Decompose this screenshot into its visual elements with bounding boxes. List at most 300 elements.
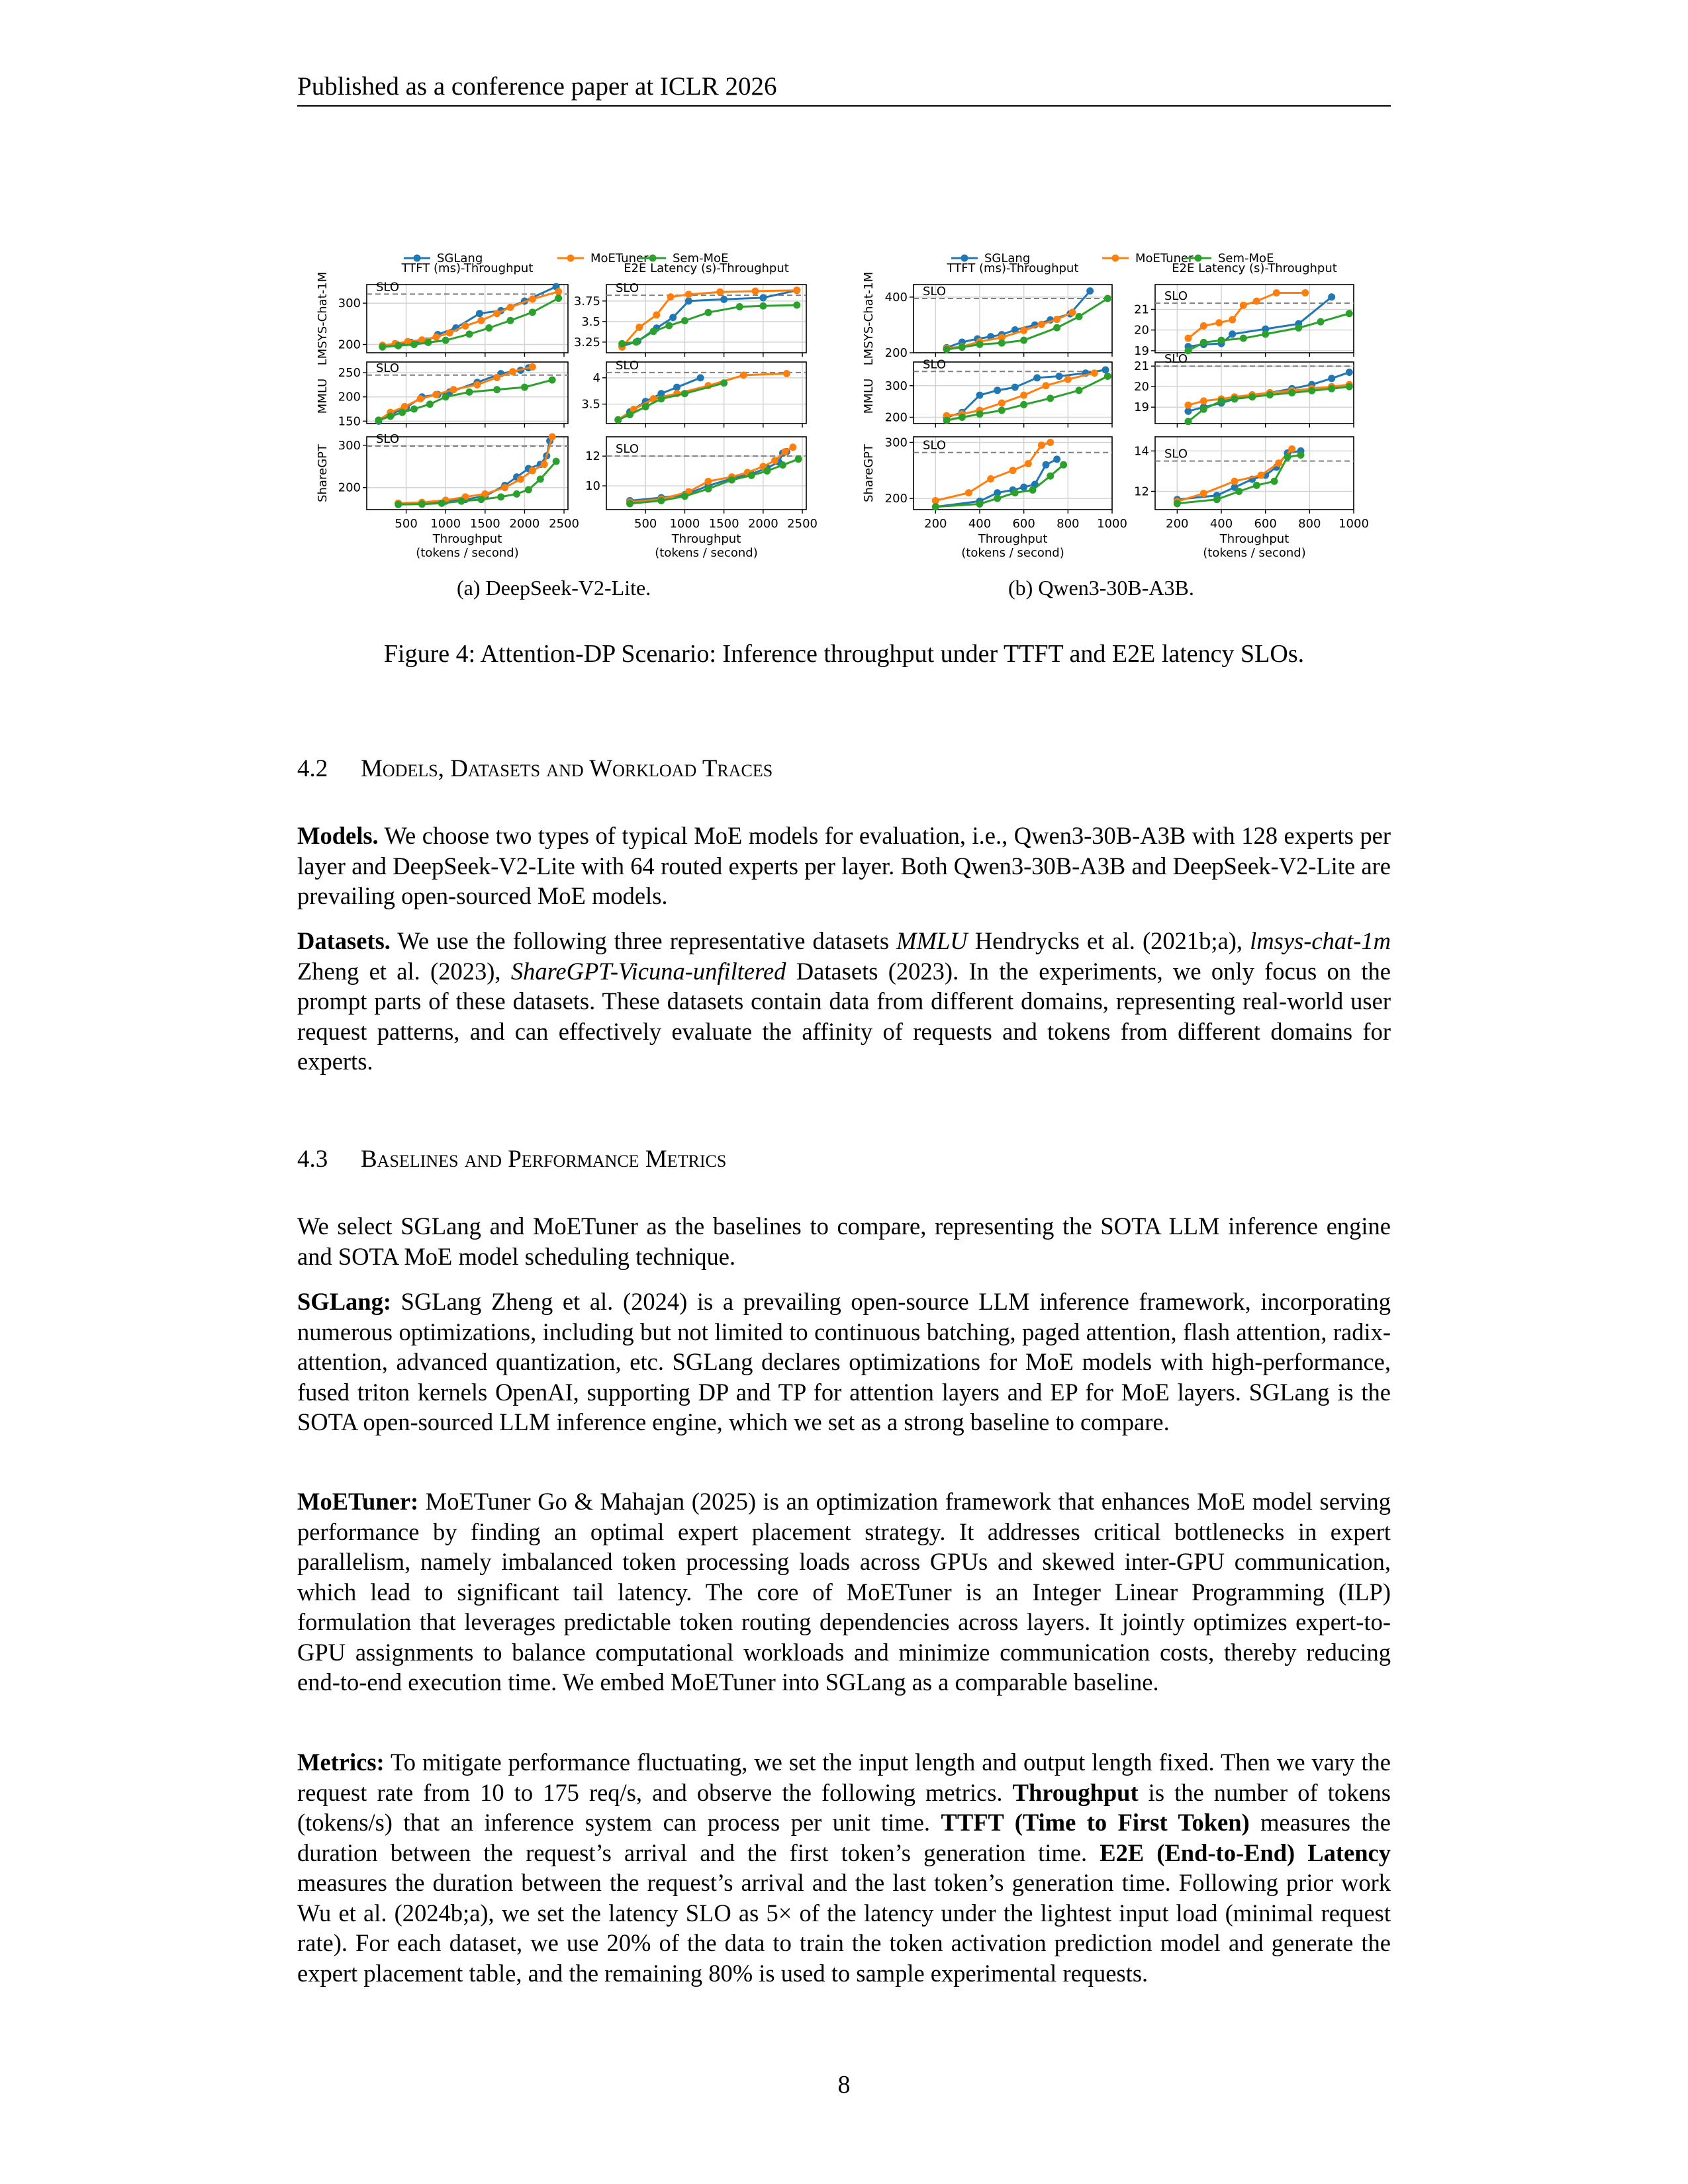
data-point <box>493 310 500 317</box>
data-point <box>1297 451 1305 459</box>
data-point <box>395 342 402 349</box>
text-run: Hendrycks et al. (2021b;a), <box>967 927 1250 954</box>
data-point <box>541 461 548 468</box>
y-tick-label: 300 <box>338 438 361 453</box>
x-tick-label: 200 <box>924 517 947 531</box>
data-point <box>476 310 483 317</box>
data-point <box>485 324 492 332</box>
y-tick-label: 200 <box>338 338 361 352</box>
chart-panel <box>1134 261 1354 358</box>
chart-panel <box>338 432 579 560</box>
data-point <box>410 341 418 348</box>
data-point <box>1262 330 1269 338</box>
data-point <box>965 489 972 496</box>
data-point <box>1020 484 1027 491</box>
x-tick-label: 800 <box>1298 517 1321 531</box>
y-tick-label: 3.5 <box>581 397 600 412</box>
x-tick-label: 600 <box>1012 517 1035 531</box>
data-point <box>1328 385 1335 392</box>
data-point <box>399 409 406 416</box>
legend-marker <box>649 255 657 262</box>
page-number: 8 <box>837 2071 851 2099</box>
y-tick-label: 20 <box>1134 380 1149 394</box>
series-line <box>1188 297 1332 347</box>
paragraph-text: MoETuner Go & Mahajan (2025) is an optimization framework that enhances MoE model serving performance by finding an optimal expert placement strategy. It addresses critical bottlenecks in expert parallelism, namely imbalanced token processing loads across GPUs and skewed inter-GPU communication, which lead to significant tail latency. The core of MoETuner is an Integer Linear Programming (ILP) formulation that leverages predictable token routing dependencies across layers. It jointly optimizes expert-to-GPU assignments to balance computational workloads and minimize communication costs, thereby reducing end-to-end execution time. We embed MoETuner into SGLang as a comparable baseline. <box>297 1488 1391 1696</box>
x-tick-label: 1000 <box>1097 517 1127 531</box>
slo-label: SLO <box>1164 289 1188 304</box>
data-point <box>1288 445 1295 453</box>
y-tick-label: 400 <box>884 290 908 304</box>
series-line <box>622 291 797 346</box>
data-point <box>653 311 660 318</box>
slo-label: SLO <box>616 358 639 373</box>
row-label: MMLU <box>862 378 876 414</box>
legend-label: SGLang <box>437 251 483 265</box>
data-point <box>1295 324 1302 332</box>
data-point <box>720 296 727 303</box>
y-tick-label: 12 <box>1134 484 1149 499</box>
data-point <box>1218 397 1225 404</box>
data-point <box>1258 472 1265 479</box>
legend-marker <box>414 255 421 262</box>
data-point <box>1086 287 1094 295</box>
data-point <box>976 341 984 348</box>
chart-panel <box>1134 352 1354 428</box>
y-tick-label: 300 <box>338 296 361 311</box>
chart-panel <box>338 361 568 429</box>
data-point <box>529 308 536 316</box>
data-point <box>736 303 743 310</box>
data-point <box>1053 316 1060 323</box>
data-point <box>685 297 692 304</box>
data-point <box>669 314 677 321</box>
data-point <box>1009 467 1017 474</box>
data-point <box>618 340 626 347</box>
data-point <box>1020 327 1027 334</box>
data-point <box>529 363 536 371</box>
x-tick-label: 1500 <box>708 517 739 531</box>
y-tick-label: 300 <box>884 435 908 450</box>
data-point <box>1020 401 1027 408</box>
y-tick-label: 200 <box>338 480 361 495</box>
data-point <box>959 414 966 421</box>
data-point <box>1104 373 1111 380</box>
data-point <box>1091 369 1098 377</box>
x-tick-label: 400 <box>1209 517 1233 531</box>
data-point <box>635 324 643 331</box>
y-tick-label: 21 <box>1134 359 1149 374</box>
data-point <box>555 288 562 295</box>
data-point <box>1104 295 1111 302</box>
data-point <box>943 417 951 424</box>
data-point <box>998 406 1006 414</box>
data-point <box>1215 319 1223 326</box>
data-point <box>442 337 449 344</box>
x-tick-label: 1000 <box>1338 517 1369 531</box>
data-point <box>1043 382 1050 389</box>
series-line <box>630 447 793 502</box>
paragraph-select-baselines: We select SGLang and MoETuner as the baselines to compare, representing the SOTA LLM inference engine and SOTA MoE model scheduling technique. <box>297 1212 1391 1270</box>
chart-panel <box>1134 437 1369 560</box>
series-line <box>399 441 550 503</box>
data-point <box>704 478 712 485</box>
x-tick-label: 800 <box>1056 517 1080 531</box>
data-point <box>1248 393 1256 400</box>
data-point <box>748 472 755 479</box>
slo-label: SLO <box>923 438 946 453</box>
data-point <box>1308 387 1315 394</box>
data-point <box>553 458 560 465</box>
data-point <box>537 475 544 482</box>
section-title: Models, Datasets and Workload Traces <box>361 755 773 782</box>
chart-title: E2E Latency (s)-Throughput <box>1172 261 1337 275</box>
y-tick-label: 200 <box>884 346 908 360</box>
y-tick-label: 19 <box>1134 400 1149 415</box>
x-axis-label: (tokens / second) <box>655 546 758 560</box>
data-point <box>685 291 692 298</box>
data-point <box>1240 302 1247 309</box>
data-point <box>497 493 504 500</box>
data-point <box>1047 473 1054 480</box>
text-run: To mitigate performance fluctuating, we set the input length and output length fixed. Then we vary the request rate from 10 to 175 req/s, and observe the following metrics. <box>297 1749 1391 1806</box>
slo-label: SLO <box>1164 352 1188 367</box>
data-point <box>1060 461 1067 469</box>
x-tick-label: 200 <box>1166 517 1189 531</box>
data-point <box>1346 383 1353 390</box>
text-run: Datasets (2023). In the experiments, we only focus on the prompt parts of these datasets. These datasets contain data from different domains, representing real-world user request patterns, and can effectively evaluate the affinity of requests and tokens from different domains for experts. <box>297 957 1391 1075</box>
data-point <box>704 485 712 492</box>
data-point <box>465 330 473 338</box>
y-tick-label: 12 <box>585 449 600 464</box>
data-point <box>720 379 727 387</box>
data-point <box>1200 490 1207 497</box>
data-point <box>1047 439 1054 446</box>
data-point <box>763 467 771 475</box>
data-point <box>438 500 445 507</box>
data-point <box>681 317 688 324</box>
x-tick-label: 2500 <box>787 517 818 531</box>
row-label: ShareGPT <box>316 444 330 502</box>
data-point <box>1185 402 1192 409</box>
paragraph-moetuner <box>297 1486 1391 1698</box>
legend-marker <box>567 255 575 262</box>
row-label: LMSYS-Chat-1M <box>862 271 876 366</box>
data-point <box>976 500 984 508</box>
data-point <box>633 338 640 345</box>
data-point <box>789 443 796 451</box>
data-point <box>681 390 688 397</box>
text-run: Zheng et al. (2023), <box>297 957 511 985</box>
data-point <box>432 334 440 341</box>
data-point <box>506 304 514 311</box>
y-tick-label: 10 <box>585 479 600 494</box>
x-axis-label: Throughput <box>1219 532 1289 546</box>
data-point <box>976 410 984 418</box>
data-point <box>793 302 800 309</box>
data-point <box>943 345 951 353</box>
section-number: 4.3 <box>297 1146 328 1173</box>
data-point <box>450 386 457 393</box>
data-point <box>1346 369 1353 376</box>
data-point <box>1053 324 1060 332</box>
data-point <box>626 411 633 418</box>
term-e2e: E2E (End-to-End) Latency <box>1100 1839 1391 1866</box>
data-point <box>1076 387 1083 394</box>
slo-label: SLO <box>616 442 639 457</box>
dataset-name: lmsys-chat-1m <box>1250 927 1391 954</box>
data-point <box>998 400 1006 407</box>
data-point <box>1266 391 1274 398</box>
data-point <box>771 457 778 464</box>
chart-title: TTFT (ms)-Throughput <box>401 261 534 275</box>
paragraph-text: SGLang Zheng et al. (2024) is a prevailing open-source LLM inference framework, incorporating numerous optimizations, including but not limited to continuous batching, paged attention, flash attention, radix-attention, advanced quantization, etc. SGLang declares optimizations for MoE models with high-performance, fused triton kernels OpenAI, supporting DP and TP for attention layers and EP for MoE layers. SGLang is the SOTA open-sourced LLM inference engine, which we set as a strong baseline to compare. <box>297 1288 1391 1435</box>
data-point <box>650 328 657 335</box>
data-point <box>424 339 432 346</box>
data-point <box>410 406 418 413</box>
y-tick-label: 4 <box>592 371 600 385</box>
data-point <box>426 400 434 408</box>
data-point <box>697 374 704 381</box>
y-tick-label: 150 <box>338 414 361 429</box>
run-in-heading: Datasets. <box>297 927 391 954</box>
data-point <box>959 343 966 351</box>
x-tick-label: 2000 <box>509 517 540 531</box>
data-point <box>1011 384 1019 391</box>
x-axis-label: Throughput <box>671 532 741 546</box>
data-point <box>1020 392 1027 399</box>
data-point <box>1275 459 1282 467</box>
data-point <box>994 387 1001 394</box>
y-tick-label: 200 <box>884 410 908 425</box>
data-point <box>673 384 680 391</box>
data-point <box>1273 289 1280 296</box>
data-point <box>493 386 500 393</box>
x-tick-label: 2000 <box>747 517 778 531</box>
x-axis-label: (tokens / second) <box>416 546 519 560</box>
paragraph-text: We choose two types of typical MoE models for evaluation, i.e., Qwen3-30B-A3B with 128 experts per layer and DeepSeek-V2-Lite with 64 routed experts per layer. Both Qwen3-30B-A3B and DeepSeek-V2-Lite are prevailing open-sourced MoE models. <box>297 822 1391 909</box>
data-point <box>1229 316 1236 324</box>
run-in-heading: MoETuner: <box>297 1488 419 1515</box>
data-point <box>782 448 789 455</box>
data-point <box>759 294 767 301</box>
data-point <box>657 395 665 402</box>
data-point <box>1240 335 1247 342</box>
y-tick-label: 21 <box>1134 302 1149 317</box>
term-throughput: Throughput <box>1012 1778 1139 1806</box>
data-point <box>417 395 424 402</box>
data-point <box>1231 478 1239 485</box>
paragraph-models <box>297 821 1391 911</box>
y-tick-label: 3.75 <box>573 294 600 308</box>
x-tick-label: 600 <box>1254 517 1277 531</box>
data-point <box>1102 366 1109 373</box>
data-point <box>704 309 712 316</box>
y-tick-label: 200 <box>338 390 361 404</box>
chart-title: TTFT (ms)-Throughput <box>947 261 1079 275</box>
data-point <box>759 302 767 310</box>
data-point <box>998 340 1006 347</box>
data-point <box>1038 441 1045 449</box>
text-run: measures the duration between the request’s arrival and the first token’s generation time. <box>297 1809 1391 1866</box>
x-tick-label: 500 <box>634 517 657 531</box>
data-point <box>1200 322 1207 330</box>
slo-label: SLO <box>1164 447 1188 461</box>
row-label: ShareGPT <box>862 444 876 502</box>
x-tick-label: 2500 <box>549 517 579 531</box>
paragraph-datasets <box>297 926 1391 1077</box>
slo-label: SLO <box>616 281 639 296</box>
data-point <box>1218 337 1225 344</box>
data-point <box>1200 397 1207 404</box>
data-point <box>549 433 556 441</box>
data-point <box>477 317 485 324</box>
slo-label: SLO <box>923 285 946 299</box>
data-point <box>1328 293 1335 300</box>
y-tick-label: 300 <box>884 379 908 393</box>
chart-panel <box>338 261 568 357</box>
data-point <box>1235 488 1243 495</box>
text-run: measures the duration between the request’s arrival and the last token’s generation time. Following prior work Wu et al. (2024b;a), we set the latency SLO as 5× of the latency under the lightest input load (minimal request rate). For each dataset, we use 20% of the data to train the token activation prediction model and generate the expert placement table, and the remaining 80% is used to sample experimental requests. <box>297 1869 1391 1987</box>
slo-label: SLO <box>923 357 946 372</box>
x-axis-label: (tokens / second) <box>1203 546 1306 560</box>
chart-panel <box>574 261 806 357</box>
data-point <box>1053 455 1060 463</box>
legend-marker <box>961 255 968 262</box>
data-point <box>465 388 473 396</box>
data-point <box>1346 310 1353 317</box>
running-header: Published as a conference paper at ICLR 2026 <box>297 72 777 101</box>
section-heading-4-2 <box>297 754 773 783</box>
paragraph-sglang <box>297 1287 1391 1437</box>
chart-panel <box>585 437 818 560</box>
data-point <box>513 490 520 498</box>
data-point <box>1284 453 1291 461</box>
data-point <box>395 501 402 508</box>
chart-title: E2E Latency (s)-Throughput <box>624 261 789 275</box>
section-heading-4-3 <box>297 1145 726 1173</box>
data-point <box>1174 500 1181 507</box>
run-in-heading: SGLang: <box>297 1288 391 1315</box>
subcaption-b: (b) Qwen3-30B-A3B. <box>1008 576 1194 600</box>
data-point <box>779 461 786 469</box>
data-point <box>614 416 622 424</box>
data-point <box>1185 335 1192 342</box>
data-point <box>642 403 649 410</box>
data-point <box>506 317 514 324</box>
data-point <box>432 391 440 398</box>
data-point <box>740 371 747 379</box>
data-point <box>375 416 382 424</box>
run-in-heading: Metrics: <box>297 1749 385 1776</box>
legend-marker <box>1112 255 1119 262</box>
x-axis-label: (tokens / second) <box>961 546 1064 560</box>
row-label: LMSYS-Chat-1M <box>316 271 330 366</box>
term-ttft: TTFT (Time to First Token) <box>941 1809 1250 1836</box>
data-point <box>418 500 426 508</box>
paragraph-metrics <box>297 1747 1391 1988</box>
data-point <box>1076 313 1083 320</box>
data-point <box>501 484 508 491</box>
data-point <box>728 477 735 484</box>
data-point <box>1011 489 1019 496</box>
data-point <box>517 475 524 482</box>
data-point <box>1029 486 1037 494</box>
data-point <box>1033 374 1041 381</box>
slo-label: SLO <box>376 361 399 375</box>
data-point <box>1253 482 1260 489</box>
data-point <box>987 475 994 482</box>
y-tick-label: 14 <box>1134 444 1149 459</box>
data-point <box>976 392 984 399</box>
data-point <box>1038 321 1045 328</box>
data-point <box>458 498 465 505</box>
data-point <box>1064 376 1072 383</box>
data-point <box>529 467 536 475</box>
chart-panel <box>885 357 1112 428</box>
data-point <box>473 381 481 388</box>
y-tick-label: 200 <box>884 492 908 506</box>
data-point <box>994 495 1001 502</box>
data-point <box>932 503 939 510</box>
data-point <box>795 455 802 463</box>
figure-4 <box>0 0 1688 596</box>
data-point <box>1025 460 1032 467</box>
y-tick-label: 3.5 <box>581 314 600 329</box>
data-point <box>783 370 790 377</box>
chart-panel <box>885 261 1112 360</box>
x-axis-label: Throughput <box>978 532 1048 546</box>
data-point <box>1301 289 1309 296</box>
text-run: We use the following three representative datasets <box>390 927 897 954</box>
data-point <box>665 322 673 330</box>
data-point <box>1253 297 1260 304</box>
data-point <box>521 384 528 391</box>
legend-label: SGLang <box>984 251 1031 265</box>
data-point <box>667 293 675 300</box>
data-point <box>1317 318 1325 326</box>
data-point <box>1231 395 1239 402</box>
series-line <box>947 291 1090 348</box>
data-point <box>1328 375 1335 382</box>
y-tick-label: 250 <box>338 366 361 381</box>
data-point <box>1229 330 1236 338</box>
data-point <box>477 496 485 503</box>
x-tick-label: 1500 <box>469 517 500 531</box>
dataset-name: ShareGPT-Vicuna-unfiltered <box>510 957 786 985</box>
data-point <box>493 374 500 381</box>
data-point <box>1056 373 1063 380</box>
slo-label: SLO <box>376 432 399 447</box>
data-point <box>442 393 449 400</box>
series-line <box>947 298 1107 349</box>
data-point <box>1200 406 1207 413</box>
data-point <box>752 287 759 295</box>
figure-caption: Figure 4: Attention-DP Scenario: Inference throughput under TTFT and E2E latency SLOs. <box>383 640 1305 668</box>
dataset-name: MMLU <box>896 927 968 954</box>
data-point <box>716 289 724 296</box>
data-point <box>1288 389 1295 396</box>
chart-panel <box>581 359 806 428</box>
legend-marker <box>1195 255 1202 262</box>
x-tick-label: 1000 <box>430 517 461 531</box>
data-point <box>1271 478 1278 485</box>
x-axis-label: Throughput <box>432 532 502 546</box>
data-point <box>1200 339 1207 346</box>
series-line <box>1188 314 1349 351</box>
data-point <box>525 486 532 493</box>
x-tick-label: 500 <box>395 517 418 531</box>
text-run: is the number of tokens (tokens/s) that an inference system can process per unit time. <box>297 1778 1391 1836</box>
